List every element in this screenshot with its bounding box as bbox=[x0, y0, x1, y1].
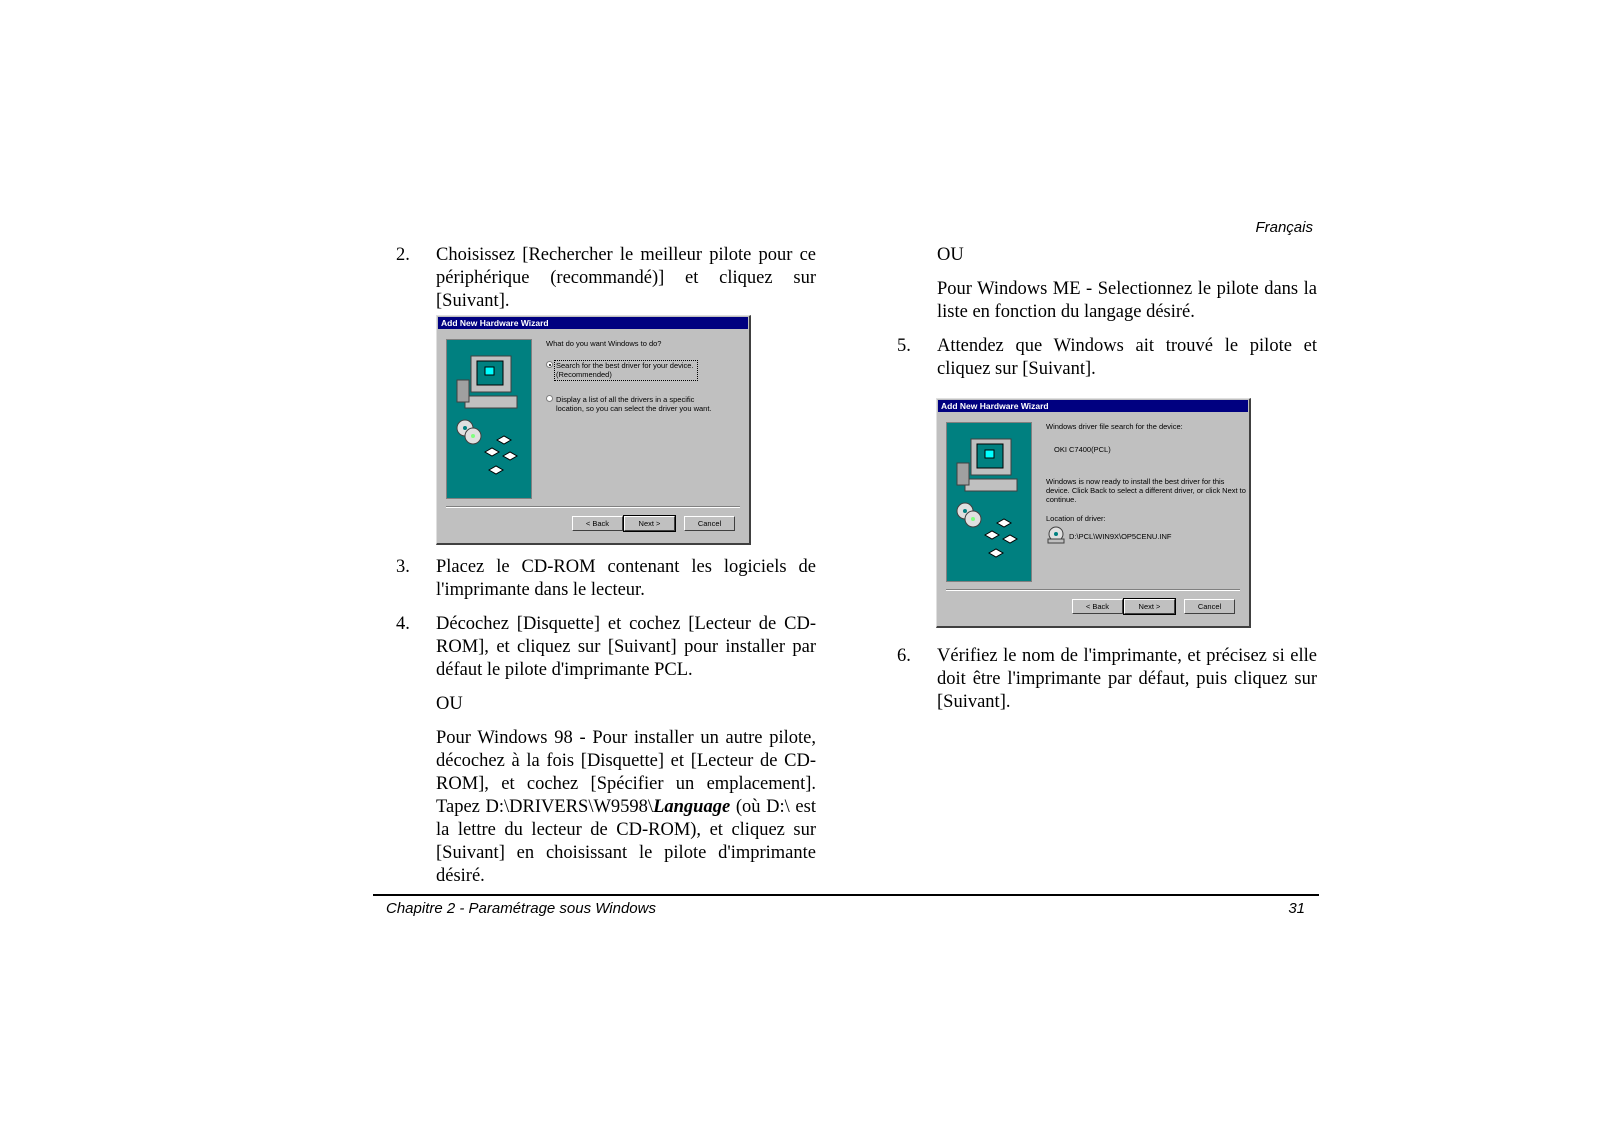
wizard-dialog-search bbox=[436, 315, 751, 545]
dialog-question: What do you want Windows to do? bbox=[546, 339, 662, 348]
wizard-illustration bbox=[446, 339, 532, 499]
step-5 bbox=[897, 335, 1317, 381]
cd-drive-icon bbox=[1046, 526, 1066, 549]
w98-text-after: (où D:\ est la lettre du lecteur de CD-ROM), et cliquez sur [Suivant] en choisissant le pilote d'imprimante désiré. bbox=[436, 797, 816, 886]
step-2 bbox=[396, 244, 816, 313]
dialog-separator bbox=[946, 589, 1240, 591]
option-display-list-label: Display a list of all the drivers in a specific location, so you can select the driver you want. bbox=[556, 395, 712, 413]
footer-chapter: Chapitre 2 - Paramétrage sous Windows bbox=[386, 900, 656, 917]
step-number: 5. bbox=[897, 336, 911, 356]
w98-text-before: Pour Windows 98 - Pour installer un autre pilote, décochez à la fois [Disquette] et [Lecteur de CD-ROM], et cochez [Spécifier un emplacement]. Tapez D:\DRIVERS\W9598\ bbox=[436, 728, 816, 817]
step-6 bbox=[897, 645, 1317, 714]
step-text: Décochez [Disquette] et cochez [Lecteur de CD-ROM], et cliquez sur [Suivant] pour installer par défaut le pilote d'imprimante PCL. bbox=[436, 614, 816, 680]
footer-page-number: 31 bbox=[1288, 900, 1305, 917]
next-button[interactable]: Next > bbox=[624, 516, 675, 531]
step-text: Vérifiez le nom de l'imprimante, et précisez si elle doit être l'imprimante par défaut, puis cliquez sur [Suivant]. bbox=[937, 646, 1317, 712]
windows-me-instructions: Pour Windows ME - Selectionnez le pilote dans la liste en fonction du langage désiré. bbox=[937, 279, 1317, 322]
location-label: Location of driver: bbox=[1046, 514, 1106, 523]
step-number: 4. bbox=[396, 614, 410, 634]
right-column bbox=[897, 244, 1317, 392]
option-search-label: Search for the best driver for your device. (Recommended) bbox=[556, 361, 694, 379]
or-text: OU bbox=[436, 694, 463, 714]
step-text: Placez le CD-ROM contenant les logiciels de l'imprimante dans le lecteur. bbox=[436, 557, 816, 600]
computer-cd-illustration-icon bbox=[947, 423, 1031, 581]
step-3 bbox=[396, 556, 816, 602]
or-text: OU bbox=[937, 245, 964, 265]
dialog-separator bbox=[446, 506, 740, 508]
right-column-lower bbox=[897, 645, 1317, 725]
cancel-button[interactable]: Cancel bbox=[1184, 599, 1235, 614]
driver-path: D:\PCL\WIN9X\OP5CENU.INF bbox=[1069, 532, 1172, 541]
step-number: 6. bbox=[897, 646, 911, 666]
computer-cd-illustration-icon bbox=[447, 340, 531, 498]
w98-language-emphasis: Language bbox=[653, 797, 731, 817]
footer-rule bbox=[373, 894, 1319, 896]
step-4 bbox=[396, 613, 816, 682]
wizard-dialog-driver-found bbox=[936, 398, 1251, 628]
ready-message: Windows is now ready to install the best driver for this device. Click Back to select a different driver, or click Next to continue. bbox=[1046, 477, 1246, 504]
radio-display-list[interactable] bbox=[546, 395, 553, 402]
step-text: Attendez que Windows ait trouvé le pilote et cliquez sur [Suivant]. bbox=[937, 336, 1317, 379]
wizard-illustration bbox=[946, 422, 1032, 582]
step-number: 2. bbox=[396, 245, 410, 265]
dialog-title: Add New Hardware Wizard bbox=[938, 400, 1248, 412]
step-number: 3. bbox=[396, 557, 410, 577]
radio-search-best-driver[interactable] bbox=[546, 361, 553, 368]
next-button[interactable]: Next > bbox=[1124, 599, 1175, 614]
dialog-title: Add New Hardware Wizard bbox=[438, 317, 748, 329]
search-label: Windows driver file search for the device: bbox=[1046, 422, 1183, 431]
back-button[interactable]: < Back bbox=[1072, 599, 1123, 614]
page-header-language: Français bbox=[1255, 219, 1313, 236]
left-column bbox=[396, 244, 816, 324]
back-button[interactable]: < Back bbox=[572, 516, 623, 531]
left-column-lower bbox=[396, 556, 816, 899]
windows98-instructions bbox=[396, 727, 816, 888]
device-name: OKI C7400(PCL) bbox=[1054, 445, 1111, 454]
cancel-button[interactable]: Cancel bbox=[684, 516, 735, 531]
step-text: Choisissez [Rechercher le meilleur pilote pour ce périphérique (recommandé)] et cliquez sur [Suivant]. bbox=[436, 245, 816, 311]
